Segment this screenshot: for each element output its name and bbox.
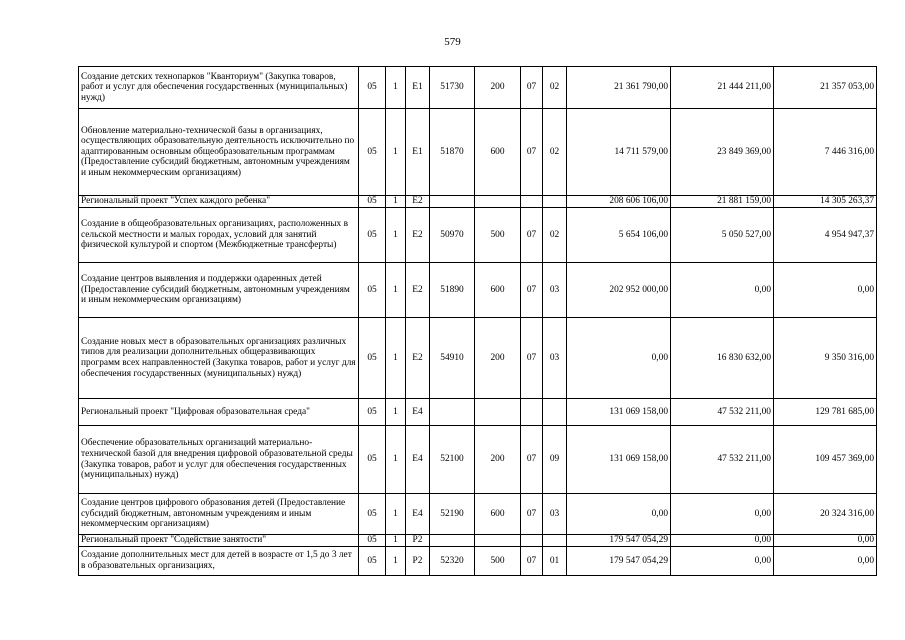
amount-year-2: 21 444 211,00 [671, 67, 774, 109]
row-name: Создание центров выявления и поддержки одаренных детей (Предоставление субсидий бюджетным, автономным учреждениям и иным некоммерческим организациям) [79, 263, 359, 318]
table-row [79, 318, 877, 399]
code-gr: 05 [359, 535, 386, 547]
code-direction [430, 399, 475, 426]
code-section: 07 [521, 494, 543, 535]
amount-year-1: 131 069 158,00 [567, 426, 671, 494]
code-direction: 51890 [430, 263, 475, 318]
code-section [521, 196, 543, 208]
code-project: E4 [406, 426, 430, 494]
code-subsection: 03 [543, 494, 567, 535]
code-project: E2 [406, 318, 430, 399]
table-row [79, 399, 877, 426]
amount-year-1: 14 711 579,00 [567, 109, 671, 196]
code-gr: 05 [359, 547, 386, 576]
code-subsection: 03 [543, 318, 567, 399]
code-section: 07 [521, 208, 543, 263]
code-pr: 1 [386, 109, 406, 196]
code-gr: 05 [359, 494, 386, 535]
table-row [79, 263, 877, 318]
code-subsection [543, 535, 567, 547]
amount-year-3: 0,00 [774, 547, 877, 576]
code-expense-type [475, 535, 521, 547]
amount-year-2: 0,00 [671, 547, 774, 576]
amount-year-3: 0,00 [774, 263, 877, 318]
amount-year-1: 179 547 054,29 [567, 547, 671, 576]
code-project: E2 [406, 263, 430, 318]
amount-year-2: 0,00 [671, 494, 774, 535]
code-gr: 05 [359, 109, 386, 196]
amount-year-3: 4 954 947,37 [774, 208, 877, 263]
code-expense-type: 200 [475, 426, 521, 494]
amount-year-3: 21 357 053,00 [774, 67, 877, 109]
code-section: 07 [521, 109, 543, 196]
amount-year-2: 0,00 [671, 535, 774, 547]
code-project: E2 [406, 196, 430, 208]
code-expense-type: 200 [475, 67, 521, 109]
code-gr: 05 [359, 318, 386, 399]
code-direction [430, 196, 475, 208]
code-gr: 05 [359, 399, 386, 426]
code-section: 07 [521, 67, 543, 109]
code-pr: 1 [386, 263, 406, 318]
code-expense-type: 200 [475, 318, 521, 399]
row-name: Региональный проект "Цифровая образовательная среда" [79, 399, 359, 426]
amount-year-2: 0,00 [671, 263, 774, 318]
code-subsection: 02 [543, 109, 567, 196]
code-gr: 05 [359, 196, 386, 208]
code-subsection [543, 196, 567, 208]
code-subsection: 02 [543, 67, 567, 109]
table-row [79, 494, 877, 535]
code-subsection: 02 [543, 208, 567, 263]
code-project: E4 [406, 494, 430, 535]
row-name: Региональный проект "Содействие занятости" [79, 535, 359, 547]
code-expense-type: 500 [475, 547, 521, 576]
amount-year-1: 208 606 106,00 [567, 196, 671, 208]
amount-year-1: 0,00 [567, 494, 671, 535]
code-section [521, 399, 543, 426]
code-gr: 05 [359, 263, 386, 318]
amount-year-3: 9 350 316,00 [774, 318, 877, 399]
code-subsection [543, 399, 567, 426]
code-project: E4 [406, 399, 430, 426]
code-expense-type: 600 [475, 494, 521, 535]
code-pr: 1 [386, 426, 406, 494]
amount-year-3: 7 446 316,00 [774, 109, 877, 196]
code-pr: 1 [386, 547, 406, 576]
row-name: Создание центров цифрового образования детей (Предоставление субсидий бюджетным, автономным учреждениям и иным некоммерческим организациям) [79, 494, 359, 535]
row-name: Обеспечение образовательных организаций материально-технической базой для внедрения цифровой образовательной среды (Закупка товаров, работ и услуг для обеспечения государственных (муниципальных) нужд) [79, 426, 359, 494]
amount-year-1: 131 069 158,00 [567, 399, 671, 426]
amount-year-1: 5 654 106,00 [567, 208, 671, 263]
code-direction: 50970 [430, 208, 475, 263]
row-name: Создание дополнительных мест для детей в возрасте от 1,5 до 3 лет в образовательных организациях, [79, 547, 359, 576]
code-direction: 51870 [430, 109, 475, 196]
table-row [79, 208, 877, 263]
budget-table [78, 66, 877, 576]
code-pr: 1 [386, 318, 406, 399]
code-pr: 1 [386, 535, 406, 547]
amount-year-2: 21 881 159,00 [671, 196, 774, 208]
code-expense-type [475, 196, 521, 208]
code-gr: 05 [359, 426, 386, 494]
code-expense-type: 600 [475, 109, 521, 196]
code-direction [430, 535, 475, 547]
code-direction: 54910 [430, 318, 475, 399]
amount-year-3: 0,00 [774, 535, 877, 547]
code-project: E2 [406, 208, 430, 263]
table-row [79, 547, 877, 576]
page-number: 579 [444, 36, 461, 48]
code-section: 07 [521, 426, 543, 494]
row-name: Создание новых мест в образовательных организациях различных типов для реализации дополнительных общеразвивающих программ всех направленностей (Закупка товаров, работ и услуг для обеспечения государственных (муниципальных) нужд) [79, 318, 359, 399]
code-expense-type: 500 [475, 208, 521, 263]
code-gr: 05 [359, 208, 386, 263]
code-gr: 05 [359, 67, 386, 109]
amount-year-2: 23 849 369,00 [671, 109, 774, 196]
row-name: Создание детских технопарков "Кванториум" (Закупка товаров, работ и услуг для обеспечения государственных (муниципальных) нужд) [79, 67, 359, 109]
amount-year-2: 5 050 527,00 [671, 208, 774, 263]
code-expense-type: 600 [475, 263, 521, 318]
table-row [79, 426, 877, 494]
amount-year-1: 0,00 [567, 318, 671, 399]
code-subsection: 09 [543, 426, 567, 494]
table-row [79, 67, 877, 109]
code-section: 07 [521, 547, 543, 576]
amount-year-2: 47 532 211,00 [671, 426, 774, 494]
amount-year-2: 16 830 632,00 [671, 318, 774, 399]
table-row [79, 109, 877, 196]
code-section [521, 535, 543, 547]
amount-year-1: 202 952 000,00 [567, 263, 671, 318]
amount-year-3: 109 457 369,00 [774, 426, 877, 494]
code-direction: 52320 [430, 547, 475, 576]
budget-table-body [79, 67, 877, 576]
amount-year-3: 20 324 316,00 [774, 494, 877, 535]
code-section: 07 [521, 318, 543, 399]
code-pr: 1 [386, 208, 406, 263]
code-direction: 52190 [430, 494, 475, 535]
code-direction: 51730 [430, 67, 475, 109]
code-project: P2 [406, 535, 430, 547]
code-project: E1 [406, 109, 430, 196]
amount-year-1: 179 547 054,29 [567, 535, 671, 547]
row-name: Региональный проект "Успех каждого ребенка" [79, 196, 359, 208]
code-subsection: 03 [543, 263, 567, 318]
code-direction: 52100 [430, 426, 475, 494]
table-row [79, 535, 877, 547]
code-pr: 1 [386, 67, 406, 109]
row-name: Создание в общеобразовательных организациях, расположенных в сельской местности и малых городах, условий для занятий физической культурой и спортом (Межбюджетные трансферты) [79, 208, 359, 263]
code-project: E1 [406, 67, 430, 109]
code-expense-type [475, 399, 521, 426]
amount-year-1: 21 361 790,00 [567, 67, 671, 109]
amount-year-3: 129 781 685,00 [774, 399, 877, 426]
code-project: P2 [406, 547, 430, 576]
code-pr: 1 [386, 196, 406, 208]
code-pr: 1 [386, 494, 406, 535]
amount-year-2: 47 532 211,00 [671, 399, 774, 426]
table-row [79, 196, 877, 208]
code-section: 07 [521, 263, 543, 318]
code-subsection: 01 [543, 547, 567, 576]
code-pr: 1 [386, 399, 406, 426]
row-name: Обновление материально-технической базы в организациях, осуществляющих образовательную деятельность исключительно по адаптированным основным общеобразовательным программам (Предоставление субсидий бюджетным, автономным учреждениям и иным некоммерческим организациям) [79, 109, 359, 196]
amount-year-3: 14 305 263,37 [774, 196, 877, 208]
